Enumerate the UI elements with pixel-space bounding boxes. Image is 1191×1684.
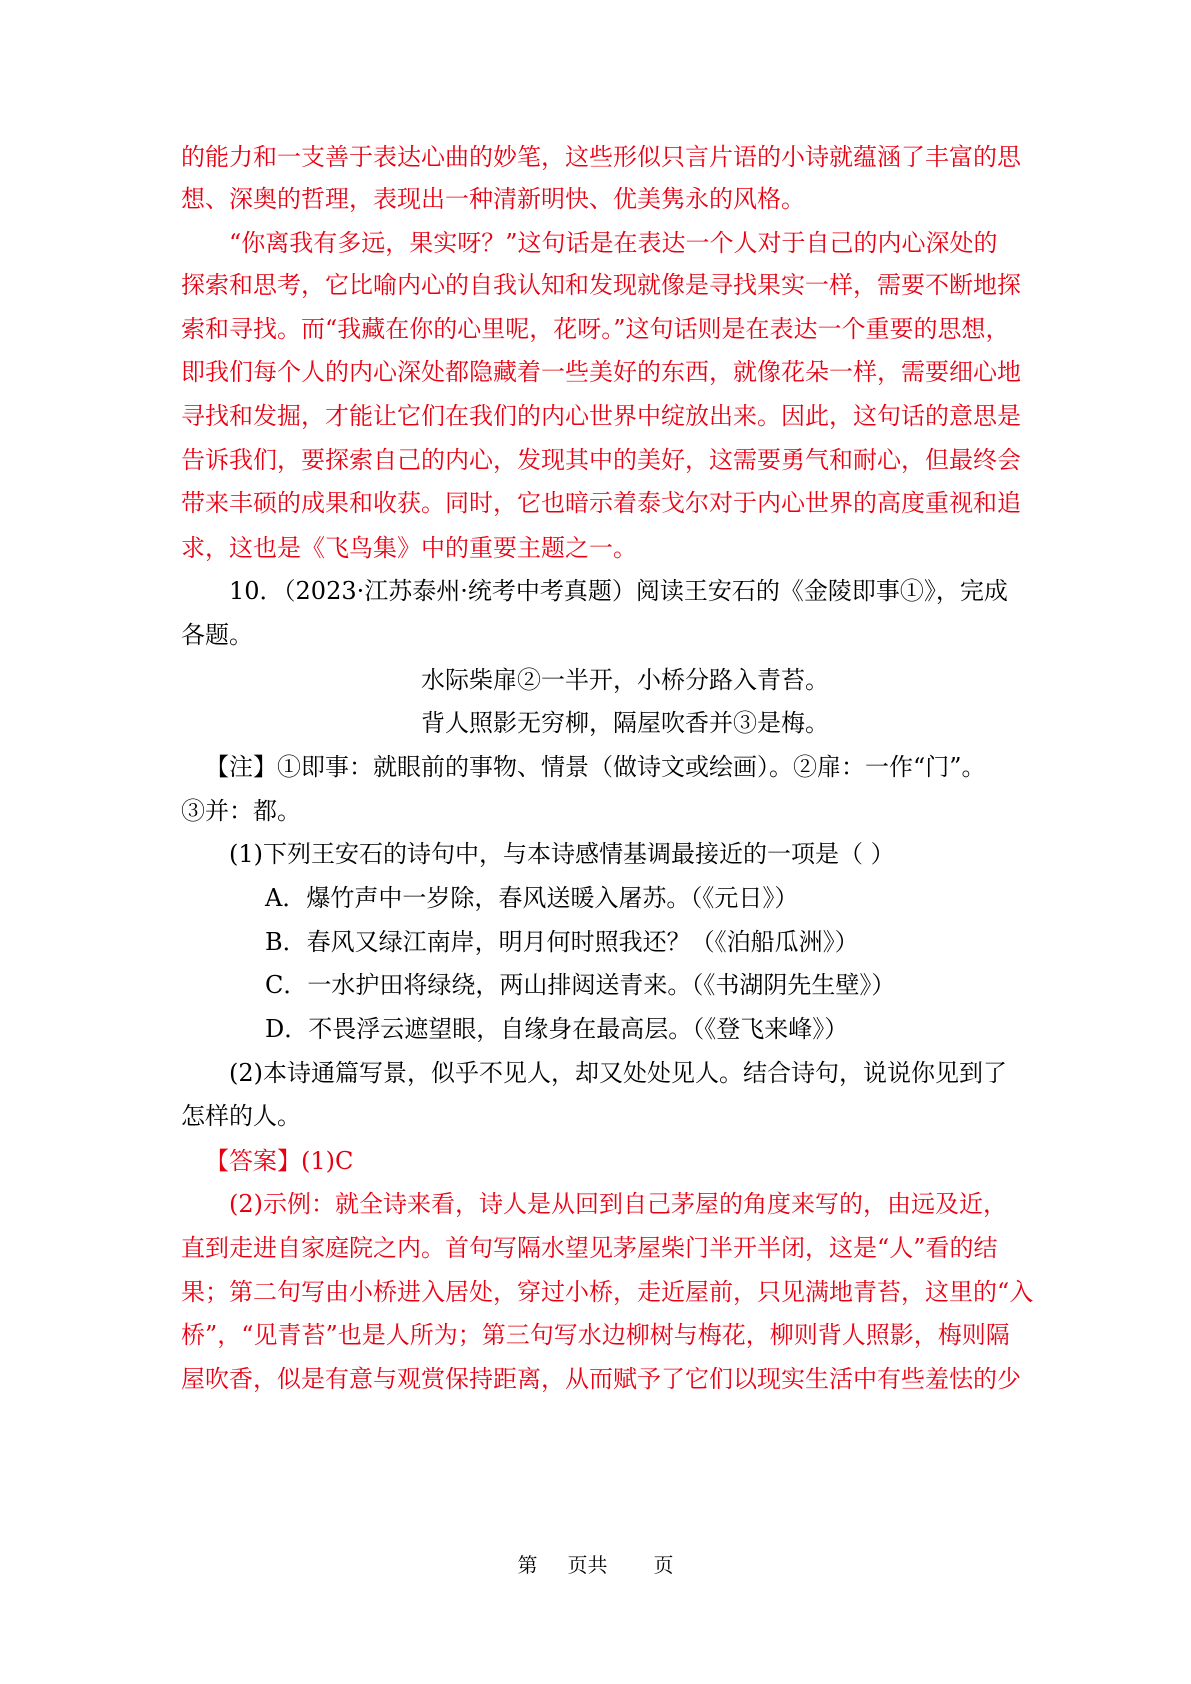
footer-ye: 页 (653, 1553, 674, 1577)
poem-note-cont: ③并：都。 (181, 797, 301, 825)
option-a: A．爆竹声中一岁除，春风送暖入屠苏。（《元日》） (265, 884, 799, 912)
question-title: 10．（2023·江苏泰州·统考中考真题）阅读王安石的《金陵即事①》，完成 (229, 577, 1008, 605)
analysis-line: “你离我有多远，果实呀？”这句话是在表达一个人对于自己的内心深处的 (229, 229, 998, 257)
analysis-line: 带来丰硕的成果和收获。同时，它也暗示着泰戈尔对于内心世界的高度重视和追 (181, 489, 1021, 517)
answer-label: 【答案】(1)C (205, 1147, 354, 1175)
option-c: C．一水护田将绿绕，两山排闼送青来。（《书湖阴先生壁》） (265, 971, 896, 999)
option-d: D．不畏浮云遮望眼，自缘身在最高层。（《登飞来峰》） (265, 1015, 849, 1043)
analysis-line: 即我们每个人的内心深处都隐藏着一些美好的东西，就像花朵一样，需要细心地 (181, 358, 1021, 386)
option-b: B．春风又绿江南岸，明月何时照我还？（《泊船瓜洲》） (265, 928, 859, 956)
page-footer (0, 1552, 1191, 1578)
analysis-line: 寻找和发掘，才能让它们在我们的内心世界中绽放出来。因此，这句话的意思是 (181, 402, 1021, 430)
analysis-line: 的能力和一支善于表达心曲的妙笔，这些形似只言片语的小诗就蕴涵了丰富的思 (181, 143, 1021, 171)
question-title-cont: 各题。 (181, 621, 253, 649)
poem-note: 【注】①即事：就眼前的事物、情景（做诗文或绘画）。②扉：一作“门”。 (205, 753, 986, 781)
sub-question-2-cont: 怎样的人。 (181, 1102, 301, 1130)
answer-line: 果；第二句写由小桥进入居处，穿过小桥，走近屋前，只见满地青苔，这里的“入 (181, 1278, 1034, 1306)
analysis-line: 求，这也是《飞鸟集》中的重要主题之一。 (181, 534, 637, 562)
answer-line: (2)示例：就全诗来看，诗人是从回到自己茅屋的角度来写的，由远及近， (229, 1190, 1007, 1218)
analysis-line: 告诉我们，要探索自己的内心，发现其中的美好，这需要勇气和耐心，但最终会 (181, 446, 1021, 474)
poem-line: 水际柴扉②一半开，小桥分路入青苔。 (421, 666, 829, 694)
answer-line: 桥”，“见青苔”也是人所为；第三句写水边柳树与梅花，柳则背人照影，梅则隔 (181, 1321, 1010, 1349)
sub-question-1: (1)下列王安石的诗句中，与本诗感情基调最接近的一项是（ ） (229, 840, 895, 868)
poem-line: 背人照影无穷柳，隔屋吹香并③是梅。 (421, 709, 829, 737)
answer-line: 直到走进自家庭院之内。首句写隔水望见茅屋柴门半开半闭，这是“人”看的结 (181, 1234, 998, 1262)
sub-question-2: (2)本诗通篇写景，似乎不见人，却又处处见人。结合诗句，说说你见到了 (229, 1059, 1007, 1087)
analysis-line: 想、深奥的哲理，表现出一种清新明快、优美隽永的风格。 (181, 185, 805, 213)
analysis-line: 索和寻找。而“我藏在你的心里呢，花呀。”这句话则是在表达一个重要的思想， (181, 315, 1010, 343)
footer-di: 第 (517, 1553, 538, 1577)
answer-line: 屋吹香，似是有意与观赏保持距离，从而赋予了它们以现实生活中有些羞怯的少 (181, 1365, 1021, 1393)
footer-ye-gong: 页共 (567, 1553, 608, 1577)
analysis-line: 探索和思考，它比喻内心的自我认知和发现就像是寻找果实一样，需要不断地探 (181, 271, 1021, 299)
